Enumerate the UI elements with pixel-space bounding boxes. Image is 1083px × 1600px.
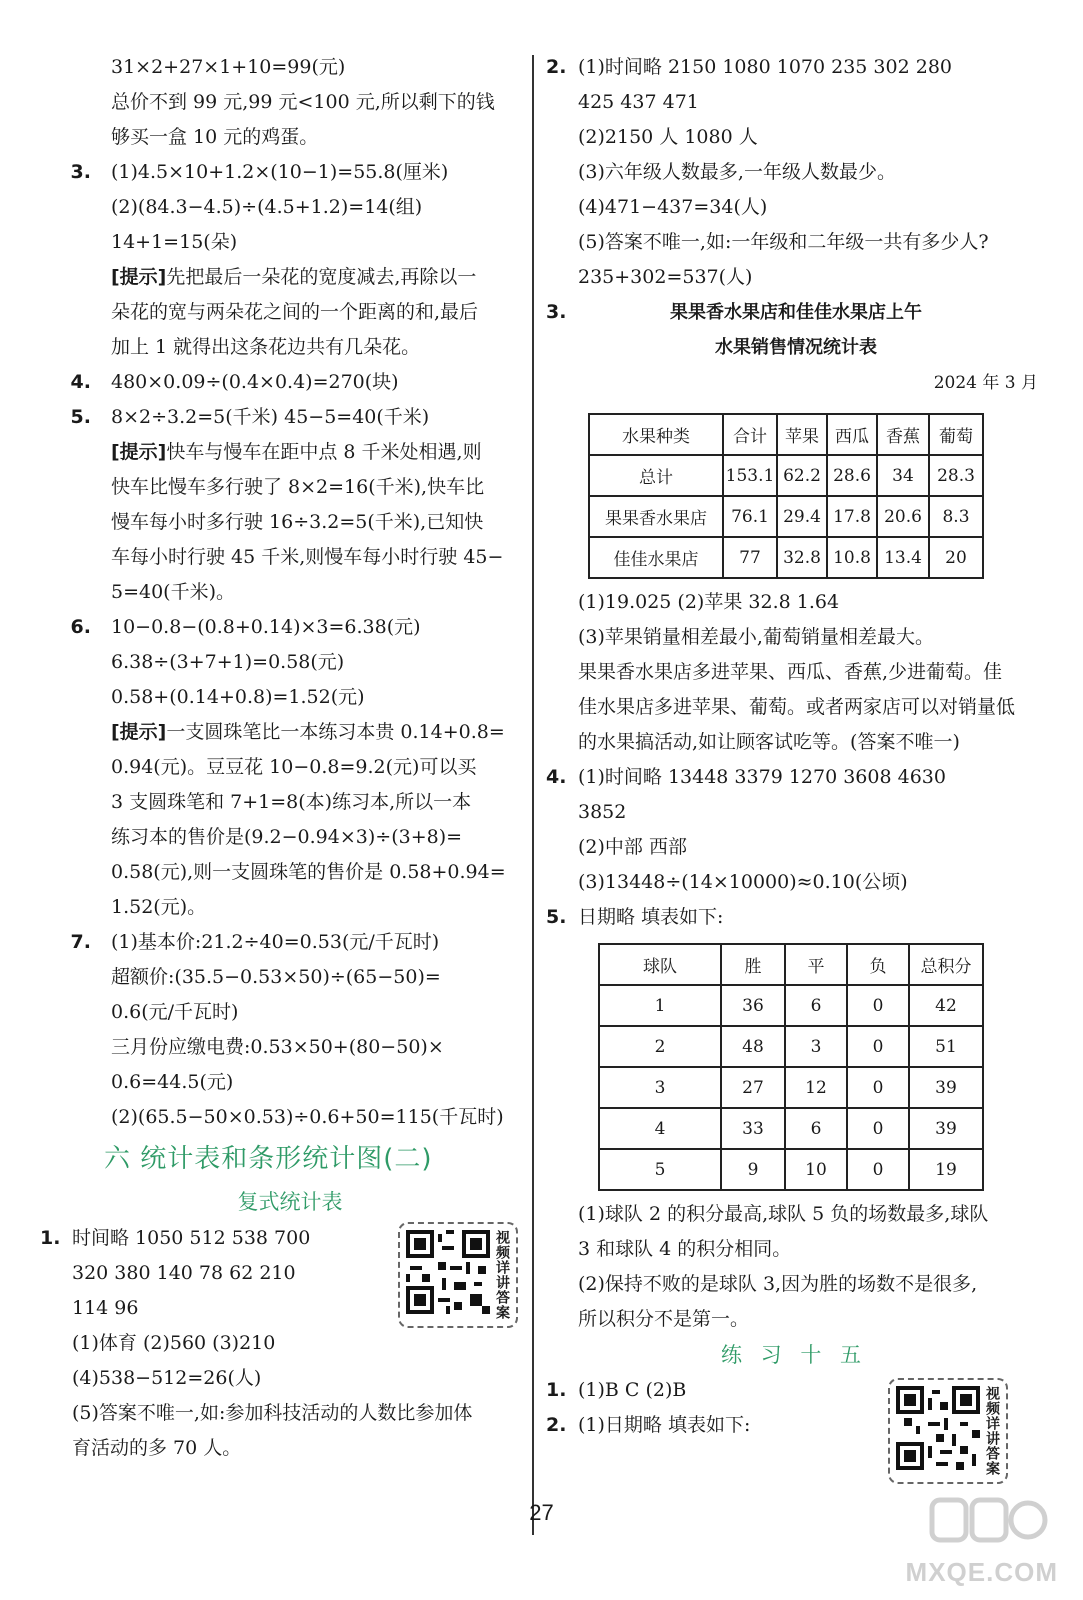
tip-label: [提示]: [111, 266, 167, 288]
answer-line: 先把最后一朵花的宽度减去,再除以一: [166, 266, 477, 288]
table-cell: 62.2: [777, 455, 827, 496]
answer-line: (5)答案不唯一,如:一年级和二年级一共有多少人?: [578, 231, 989, 253]
table-header-row: [589, 414, 983, 455]
table-row: [599, 1108, 983, 1149]
table-header-cell: 西瓜: [827, 414, 877, 455]
answer-line: 加上 1 就得出这条花边共有几朵花。: [111, 336, 421, 358]
table-row: [589, 455, 983, 496]
answer-line: 3852: [578, 801, 627, 823]
table-header-cell: 葡萄: [929, 414, 983, 455]
question-number: 6.: [70, 616, 91, 638]
question-number: 7.: [70, 931, 91, 953]
table-row: [589, 537, 983, 578]
table-cell: 28.3: [929, 455, 983, 496]
table-cell: 36: [721, 985, 785, 1026]
answer-line: (5)答案不唯一,如:参加科技活动的人数比参加体: [72, 1402, 473, 1424]
table-header-row: [599, 944, 983, 985]
table-cell: 77: [723, 537, 777, 578]
answer-line: 快车比慢车多行驶了 8×2=16(千米),快车比: [111, 476, 485, 498]
table-header-cell: 苹果: [777, 414, 827, 455]
table-cell: 3: [785, 1026, 847, 1067]
table-cell: 153.1: [723, 455, 777, 496]
answer-line: 的水果搞活动,如让顾客试吃等。(答案不唯一): [578, 731, 960, 753]
answer-line: (1)4.5×10+1.2×(10−1)=55.8(厘米): [111, 161, 449, 183]
table-cell: 10.8: [827, 537, 877, 578]
answer-line: 0.6(元/千瓦时): [111, 1001, 239, 1023]
table-cell: 42: [909, 985, 983, 1026]
answer-line: (2)(65.5−50×0.53)÷0.6+50=115(千瓦时): [111, 1106, 504, 1128]
answer-line: 5=40(千米)。: [111, 581, 236, 603]
table-cell: 28.6: [827, 455, 877, 496]
question-number: 2.: [546, 1414, 567, 1436]
table-title-line1: 果果香水果店和佳佳水果店上午: [670, 302, 922, 323]
answer-line: 超额价:(35.5−0.53×50)÷(65−50)=: [111, 966, 441, 988]
table-row: [589, 496, 983, 537]
table-header-cell: 平: [785, 944, 847, 985]
table-row: [599, 985, 983, 1026]
table-row: [599, 1067, 983, 1108]
table-header-cell: 负: [847, 944, 909, 985]
answer-line: 3 和球队 4 的积分相同。: [578, 1238, 792, 1260]
answer-line: 佳水果店多进苹果、葡萄。或者两家店可以对销量低: [578, 696, 1016, 718]
table-cell: 9: [721, 1149, 785, 1190]
table-header-cell: 合计: [723, 414, 777, 455]
question-number: 4.: [546, 766, 567, 788]
table-cell: 12: [785, 1067, 847, 1108]
answer-line: (1)日期略 填表如下:: [578, 1414, 751, 1436]
table-cell: 10: [785, 1149, 847, 1190]
table-cell: 4: [599, 1108, 721, 1149]
watermark-icon: [928, 1492, 1048, 1548]
answer-line: 朵花的宽与两朵花之间的一个距离的和,最后: [111, 301, 479, 323]
question-number: 5.: [70, 406, 91, 428]
table-cell: 果果香水果店: [589, 496, 723, 537]
answer-line: (1)基本价:21.2÷40=0.53(元/千瓦时): [111, 931, 440, 953]
tip-label: [提示]: [111, 441, 167, 463]
question-number: 4.: [70, 371, 91, 393]
answer-line: 6.38÷(3+7+1)=0.58(元): [111, 651, 345, 673]
table-cell: 0: [847, 1026, 909, 1067]
table-cell: 32.8: [777, 537, 827, 578]
answer-line: 所以积分不是第一。: [578, 1308, 750, 1330]
answer-line: (3)六年级人数最多,一年级人数最少。: [578, 161, 896, 183]
answer-line: 练习本的售价是(9.2−0.94×3)÷(3+8)=: [111, 826, 463, 848]
answer-line: (1)体育 (2)560 (3)210: [72, 1332, 276, 1354]
answer-line: 够买一盒 10 元的鸡蛋。: [111, 126, 319, 148]
practice-title: 练 习 十 五: [721, 1343, 868, 1367]
answer-line: 慢车每小时多行驶 16÷3.2=5(千米),已知快: [111, 511, 484, 533]
watermark-text: MXQE.COM: [905, 1557, 1058, 1587]
table-cell: 1: [599, 985, 721, 1026]
answer-line: 日期略 填表如下:: [578, 906, 724, 928]
answer-line: 一支圆珠笔比一本练习本贵 0.14+0.8=: [166, 721, 505, 743]
table-cell: 19: [909, 1149, 983, 1190]
question-number: 5.: [546, 906, 567, 928]
answer-line: 1.52(元)。: [111, 896, 207, 918]
answer-line: (3)13448÷(14×10000)≈0.10(公顷): [578, 871, 908, 893]
right-column: [546, 50, 1046, 1443]
table-cell: 20.6: [877, 496, 929, 537]
answer-line: 3 支圆珠笔和 7+1=8(本)练习本,所以一本: [111, 791, 472, 813]
table-cell: 34: [877, 455, 929, 496]
table-cell: 0: [847, 1108, 909, 1149]
column-divider: [532, 55, 534, 1535]
answer-line: 果果香水果店多进苹果、西瓜、香蕉,少进葡萄。佳: [578, 661, 1003, 683]
answer-line: 0.94(元)。豆豆花 10−0.8=9.2(元)可以买: [111, 756, 477, 778]
watermark-logo: [898, 1492, 1068, 1592]
table-cell: 39: [909, 1067, 983, 1108]
answer-line: 425 437 471: [578, 91, 699, 113]
answer-line: (2)2150 人 1080 人: [578, 126, 758, 148]
qr-code-icon: [406, 1230, 490, 1314]
qr-label: 视频详讲答案: [984, 1386, 1000, 1476]
question-number: 1.: [40, 1227, 61, 1249]
team-score-table: [598, 943, 984, 1191]
answer-line: 车每小时行驶 45 千米,则慢车每小时行驶 45−: [111, 546, 504, 568]
table-cell: 51: [909, 1026, 983, 1067]
table-header-cell: 水果种类: [589, 414, 723, 455]
answer-line: (1)19.025 (2)苹果 32.8 1.64: [578, 591, 840, 613]
answer-line: 育活动的多 70 人。: [72, 1437, 242, 1459]
table-cell: 17.8: [827, 496, 877, 537]
answer-line: (1)时间略 2150 1080 1070 235 302 280: [578, 56, 953, 78]
table-cell: 0: [847, 1067, 909, 1108]
answer-line: 320 380 140 78 62 210: [72, 1262, 296, 1284]
table-cell: 6: [785, 985, 847, 1026]
table-row: [599, 1026, 983, 1067]
table-cell: 27: [721, 1067, 785, 1108]
table-cell: 佳佳水果店: [589, 537, 723, 578]
table-cell: 总计: [589, 455, 723, 496]
table-cell: 2: [599, 1026, 721, 1067]
section-title: 六 统计表和条形统计图(二): [104, 1144, 433, 1174]
answer-line: (1)B C (2)B: [578, 1379, 687, 1401]
fruit-sales-table: [588, 413, 984, 579]
question-number: 1.: [546, 1379, 567, 1401]
answer-line: 235+302=537(人): [578, 266, 753, 288]
qr-code-video-answer[interactable]: [398, 1222, 518, 1328]
table-title-line2: 水果销售情况统计表: [715, 337, 877, 358]
answer-line: 114 96: [72, 1297, 139, 1319]
answer-line: (1)时间略 13448 3379 1270 3608 4630: [578, 766, 946, 788]
table-cell: 8.3: [929, 496, 983, 537]
table-cell: 33: [721, 1108, 785, 1149]
answer-line: 时间略 1050 512 538 700: [72, 1227, 311, 1249]
table-cell: 3: [599, 1067, 721, 1108]
answer-line: 14+1=15(朵): [111, 231, 238, 253]
answer-line: (4)471−437=34(人): [578, 196, 768, 218]
table-header-cell: 总积分: [909, 944, 983, 985]
table-header-cell: 胜: [721, 944, 785, 985]
table-cell: 13.4: [877, 537, 929, 578]
answer-line: (1)球队 2 的积分最高,球队 5 负的场数最多,球队: [578, 1203, 989, 1225]
answer-line: (3)苹果销量相差最小,葡萄销量相差最大。: [578, 626, 934, 648]
answer-line: 0.58+(0.14+0.8)=1.52(元): [111, 686, 365, 708]
qr-code-video-answer[interactable]: [888, 1378, 1008, 1484]
answer-line: 0.6=44.5(元): [111, 1071, 234, 1093]
table-cell: 6: [785, 1108, 847, 1149]
answer-line: (2)(84.3−4.5)÷(4.5+1.2)=14(组): [111, 196, 423, 218]
table-cell: 20: [929, 537, 983, 578]
qr-code-icon: [896, 1386, 980, 1470]
table-header-cell: 香蕉: [877, 414, 929, 455]
answer-line: 快车与慢车在距中点 8 千米处相遇,则: [166, 441, 482, 463]
answer-line: 480×0.09÷(0.4×0.4)=270(块): [111, 371, 399, 393]
table-date: 2024 年 3 月: [933, 373, 1038, 393]
answer-line: 10−0.8−(0.8+0.14)×3=6.38(元): [111, 616, 421, 638]
answer-line: 三月份应缴电费:0.53×50+(80−50)×: [111, 1036, 444, 1058]
page-number: 27: [529, 1500, 554, 1525]
question-number: 3.: [70, 161, 91, 183]
table-row: [599, 1149, 983, 1190]
table-cell: 0: [847, 985, 909, 1026]
table-cell: 29.4: [777, 496, 827, 537]
answer-line: (4)538−512=26(人): [72, 1367, 262, 1389]
answer-line: 8×2÷3.2=5(千米) 45−5=40(千米): [111, 406, 430, 428]
table-cell: 5: [599, 1149, 721, 1190]
question-number: 3.: [546, 301, 567, 323]
answer-line: 31×2+27×1+10=99(元): [111, 56, 346, 78]
section-subtitle: 复式统计表: [237, 1190, 343, 1214]
answer-line: (2)保持不败的是球队 3,因为胜的场数不是很多,: [578, 1273, 978, 1295]
table-cell: 76.1: [723, 496, 777, 537]
answer-line: 总价不到 99 元,99 元<100 元,所以剩下的钱: [111, 91, 495, 113]
table-cell: 48: [721, 1026, 785, 1067]
answer-line: (2)中部 西部: [578, 836, 687, 858]
question-number: 2.: [546, 56, 567, 78]
tip-label: [提示]: [111, 721, 167, 743]
table-cell: 0: [847, 1149, 909, 1190]
qr-label: 视频详讲答案: [494, 1230, 510, 1320]
table-header-cell: 球队: [599, 944, 721, 985]
answer-line: 0.58(元),则一支圆珠笔的售价是 0.58+0.94=: [111, 861, 506, 883]
table-cell: 39: [909, 1108, 983, 1149]
